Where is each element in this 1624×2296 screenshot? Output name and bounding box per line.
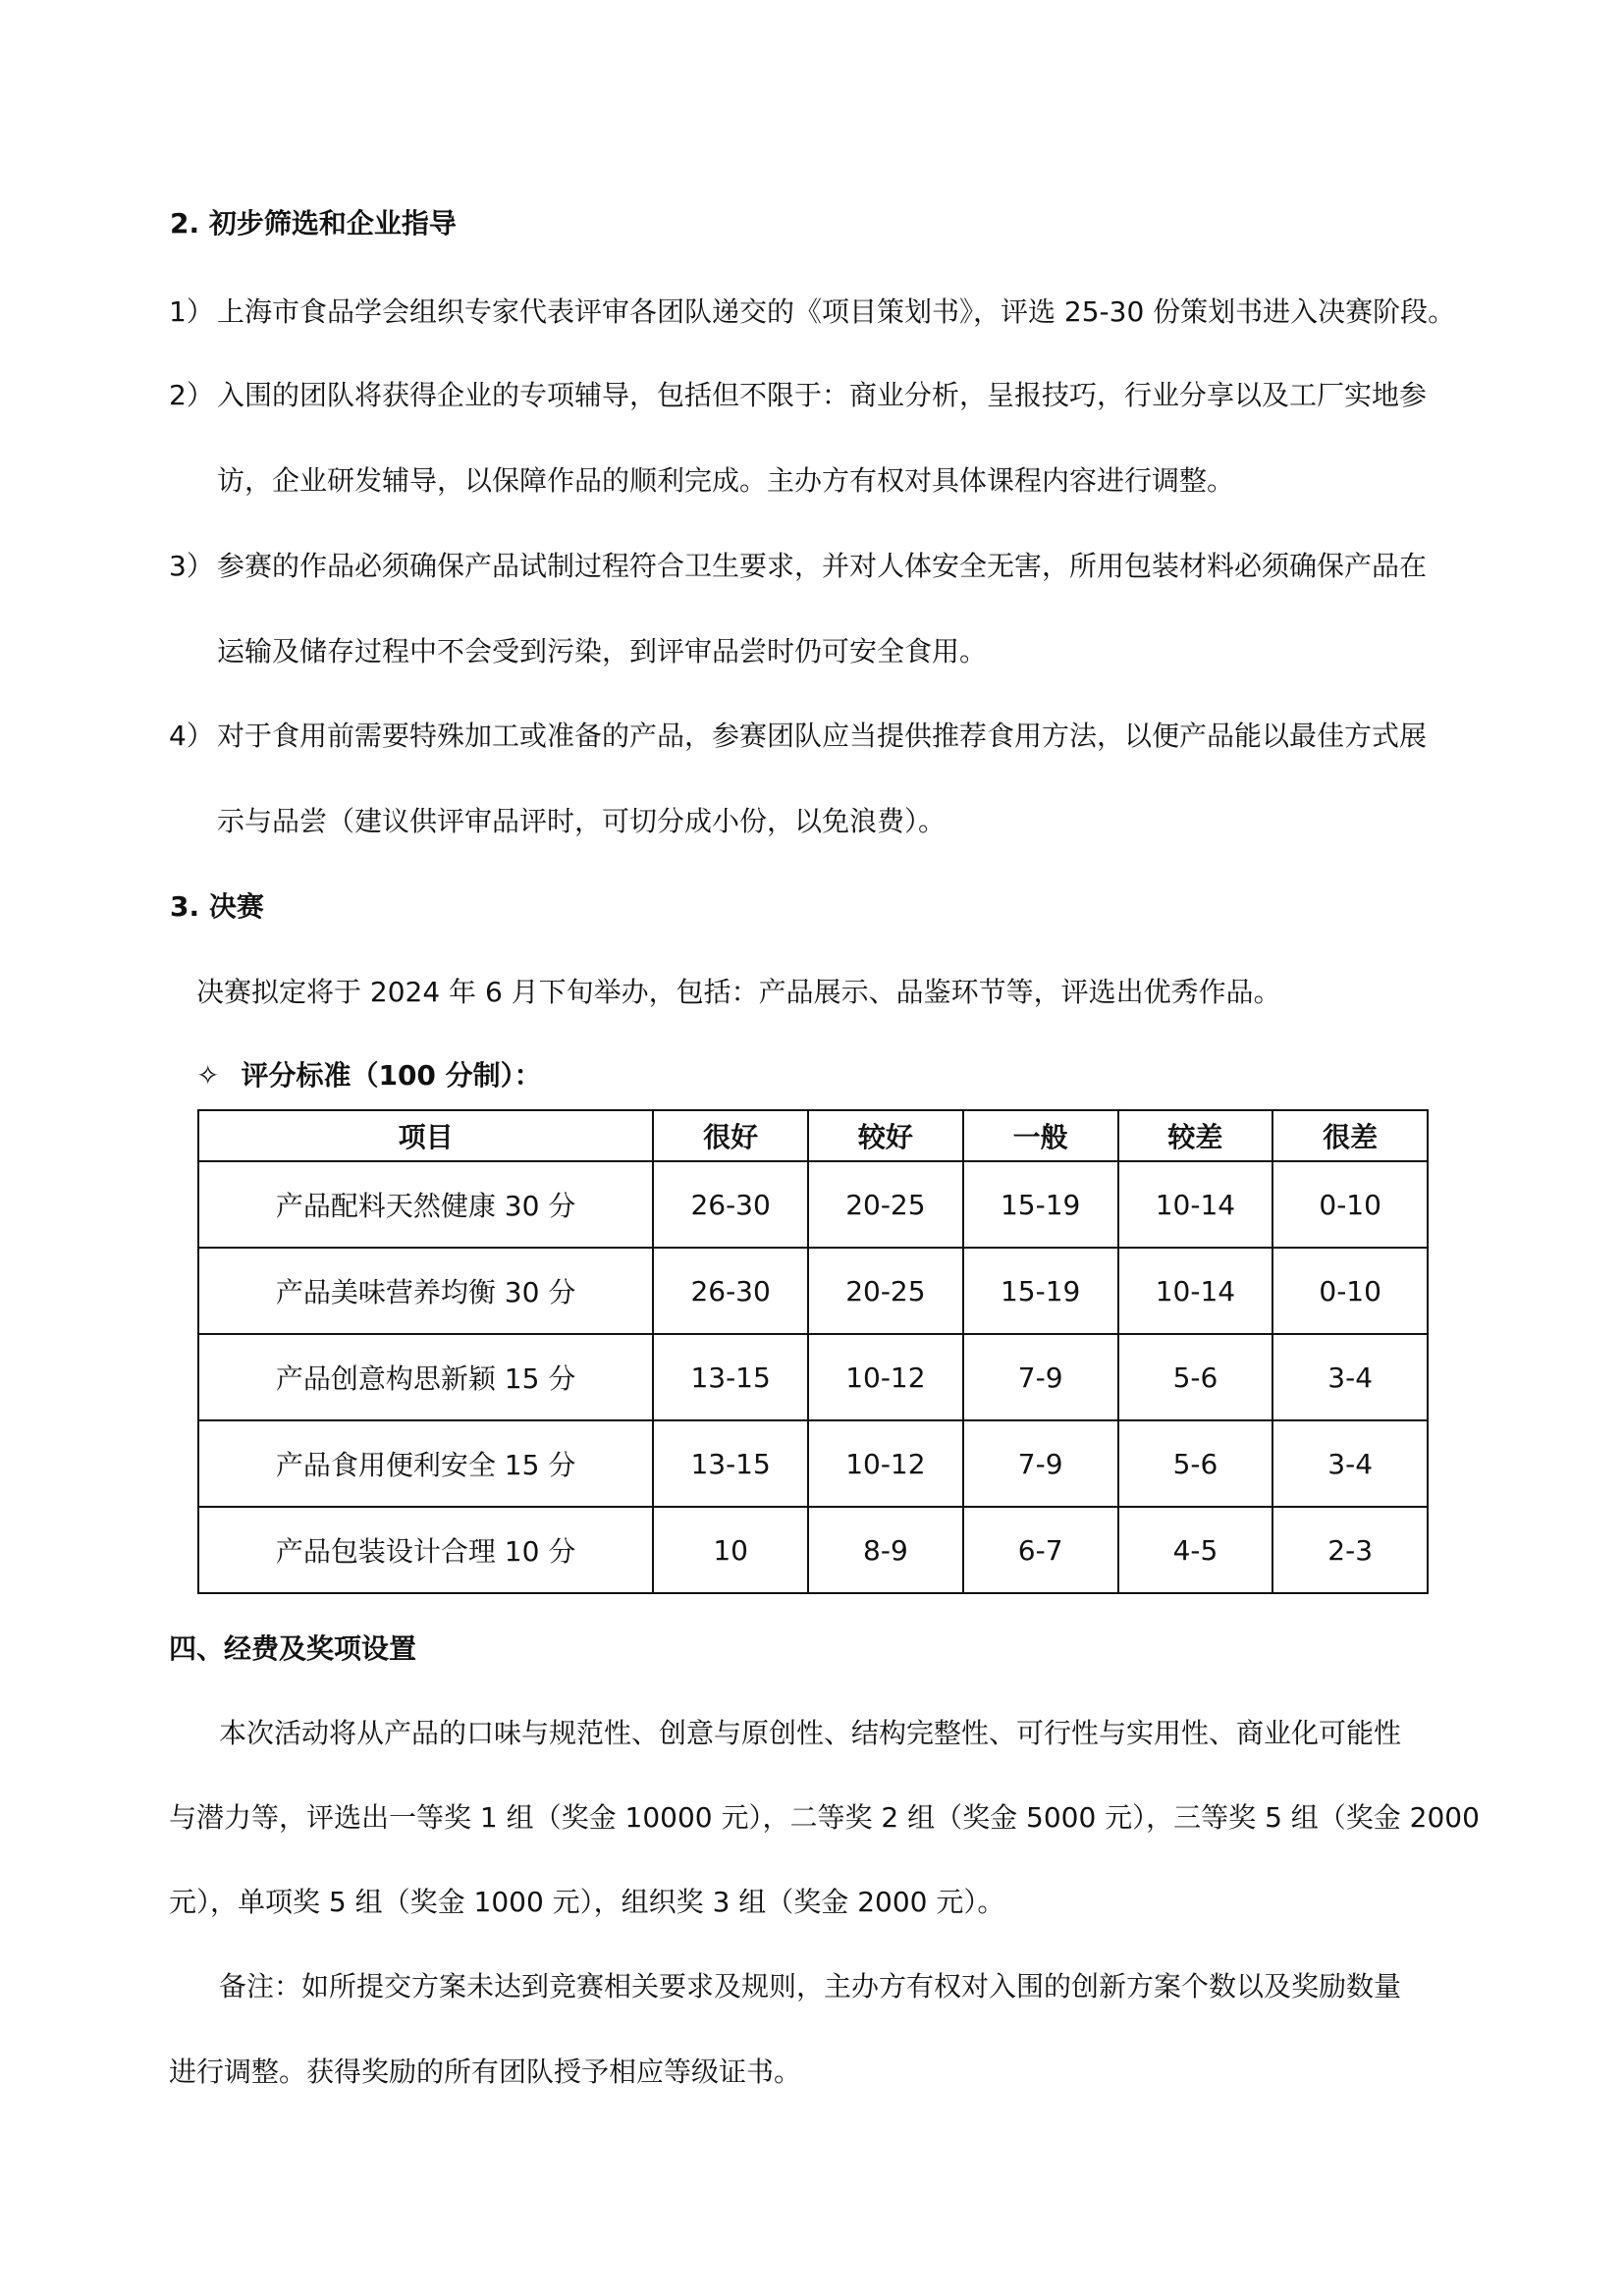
item-3-line-1: 参赛的作品必须确保产品试制过程符合卫生要求，并对人体安全无害，所用包装材料必须确保产品在 (217, 550, 1428, 582)
table-row (198, 1248, 1428, 1334)
header-very-poor: 很差 (1272, 1110, 1428, 1161)
scoring-table (197, 1109, 1429, 1594)
table-row (198, 1420, 1428, 1507)
cell-average: 7-9 (963, 1334, 1118, 1420)
cell-good: 10-12 (808, 1334, 963, 1420)
cell-very-good: 10 (653, 1507, 808, 1593)
scoring-title: 评分标准（100 分制）： (241, 1059, 542, 1092)
note-line-2: 进行调整。获得奖励的所有团队授予相应等级证书。 (169, 2056, 802, 2088)
cell-poor: 5-6 (1118, 1420, 1273, 1507)
cell-average: 15-19 (963, 1248, 1118, 1334)
table-row (198, 1507, 1428, 1593)
section-2-heading: 2. 初步筛选和企业指导 (170, 207, 457, 240)
header-poor: 较差 (1118, 1110, 1273, 1161)
cell-item: 产品配料天然健康 30 分 (198, 1161, 653, 1248)
table-row (198, 1334, 1428, 1420)
item-2-line-2: 访，企业研发辅导，以保障作品的顺利完成。主办方有权对具体课程内容进行调整。 (217, 464, 1235, 497)
star-bullet-icon: ✧ (196, 1059, 220, 1092)
header-very-good: 很好 (653, 1110, 808, 1161)
cell-item: 产品包装设计合理 10 分 (198, 1507, 653, 1593)
section-3-heading: 3. 决赛 (170, 890, 264, 923)
cell-good: 20-25 (808, 1161, 963, 1248)
cell-average: 15-19 (963, 1161, 1118, 1248)
cell-very-good: 13-15 (653, 1420, 808, 1507)
item-2-number: 2） (169, 379, 214, 411)
item-4-number: 4） (169, 720, 214, 752)
cell-item: 产品食用便利安全 15 分 (198, 1420, 653, 1507)
item-1-number: 1） (169, 295, 214, 328)
cell-poor: 10-14 (1118, 1161, 1273, 1248)
cell-very-poor: 3-4 (1272, 1420, 1428, 1507)
cell-very-poor: 0-10 (1272, 1248, 1428, 1334)
section-4-heading: 四、经费及奖项设置 (169, 1632, 417, 1665)
cell-average: 6-7 (963, 1507, 1118, 1593)
cell-good: 20-25 (808, 1248, 963, 1334)
cell-item: 产品美味营养均衡 30 分 (198, 1248, 653, 1334)
header-item: 项目 (198, 1110, 653, 1161)
cell-good: 8-9 (808, 1507, 963, 1593)
table-header-row (198, 1110, 1428, 1161)
cell-poor: 10-14 (1118, 1248, 1273, 1334)
table-row (198, 1161, 1428, 1248)
item-3-number: 3） (169, 550, 214, 582)
cell-very-good: 26-30 (653, 1248, 808, 1334)
cell-good: 10-12 (808, 1420, 963, 1507)
awards-para-line-3: 元），单项奖 5 组（奖金 1000 元），组织奖 3 组（奖金 2000 元）。 (169, 1886, 1005, 1918)
item-1-line-1: 上海市食品学会组织专家代表评审各团队递交的《项目策划书》，评选 25-30 份策划书进入决赛阶段。 (217, 295, 1456, 328)
header-good: 较好 (808, 1110, 963, 1161)
cell-very-poor: 0-10 (1272, 1161, 1428, 1248)
item-4-line-1: 对于食用前需要特殊加工或准备的产品，参赛团队应当提供推荐食用方法，以便产品能以最佳方式展 (217, 720, 1428, 752)
cell-average: 7-9 (963, 1420, 1118, 1507)
cell-very-poor: 3-4 (1272, 1334, 1428, 1420)
cell-very-poor: 2-3 (1272, 1507, 1428, 1593)
note-line-1: 备注：如所提交方案未达到竞赛相关要求及规则，主办方有权对入围的创新方案个数以及奖励数量 (219, 1970, 1402, 2002)
item-4-line-2: 示与品尝（建议供评审品评时，可切分成小份，以免浪费）。 (217, 805, 947, 837)
cell-item: 产品创意构思新颖 15 分 (198, 1334, 653, 1420)
cell-poor: 5-6 (1118, 1334, 1273, 1420)
item-3-line-2: 运输及储存过程中不会受到污染，到评审品尝时仍可安全食用。 (217, 635, 988, 667)
awards-para-line-2: 与潜力等，评选出一等奖 1 组（奖金 10000 元），二等奖 2 组（奖金 5000 元），三等奖 5 组（奖金 2000 (169, 1801, 1480, 1834)
cell-very-good: 26-30 (653, 1161, 808, 1248)
final-description: 决赛拟定将于 2024 年 6 月下旬举办，包括：产品展示、品鉴环节等，评选出优秀作品。 (196, 976, 1281, 1008)
scoring-heading (196, 1058, 542, 1094)
cell-very-good: 13-15 (653, 1334, 808, 1420)
cell-poor: 4-5 (1118, 1507, 1273, 1593)
item-2-line-1: 入围的团队将获得企业的专项辅导，包括但不限于：商业分析，呈报技巧，行业分享以及工厂实地参 (217, 379, 1428, 411)
header-average: 一般 (963, 1110, 1118, 1161)
awards-para-line-1: 本次活动将从产品的口味与规范性、创意与原创性、结构完整性、可行性与实用性、商业化可能性 (219, 1717, 1402, 1749)
